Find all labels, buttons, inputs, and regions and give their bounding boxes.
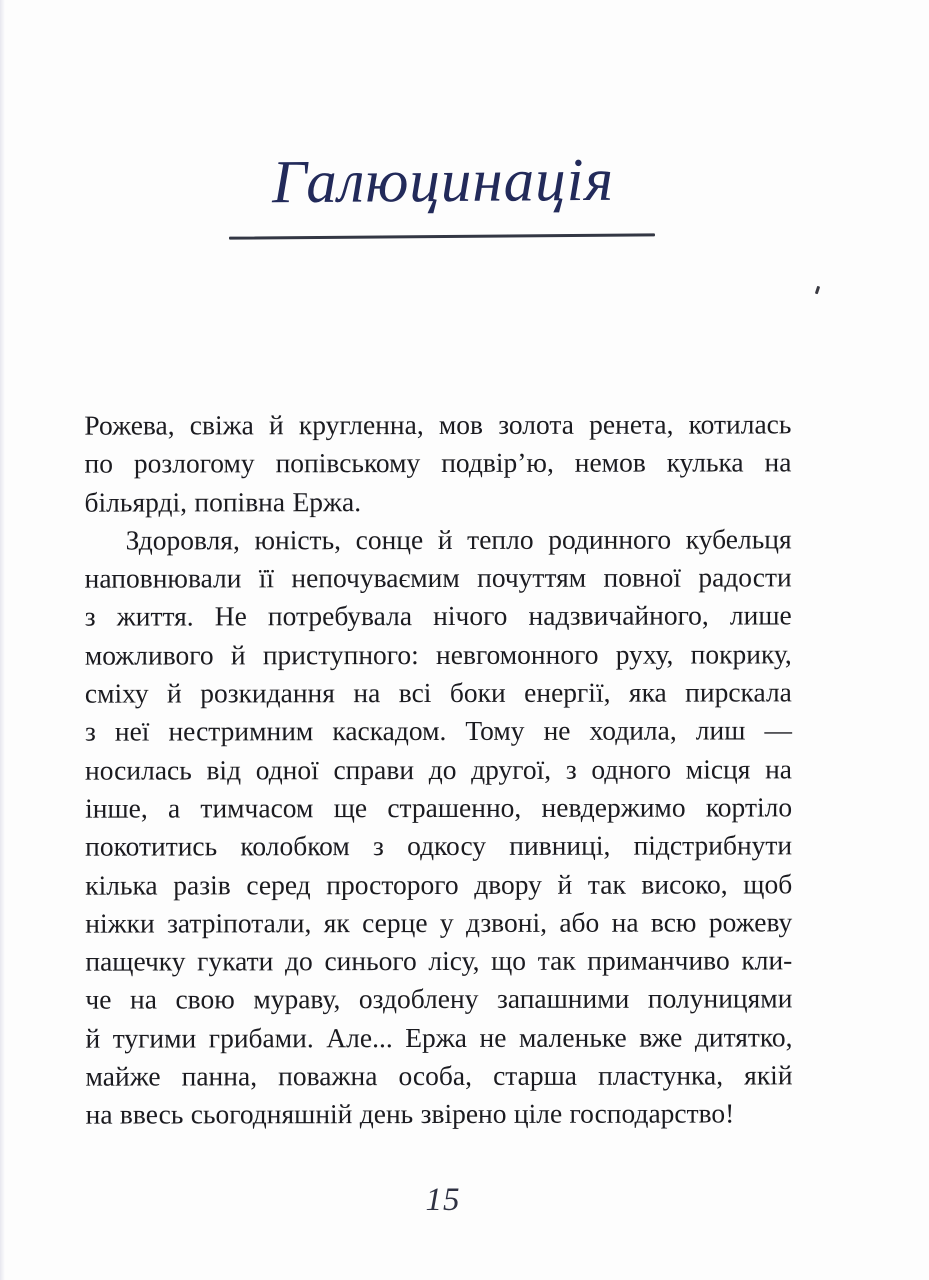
text-line: сміху й розкидання на всі боки енергії, яка пирскала: [84, 676, 792, 709]
text-line: пащечку гукати до синього лісу, що так приманчиво кли-: [85, 944, 793, 977]
text-line: можливого й приступного: невгомонного руху, покрику,: [84, 638, 792, 671]
text-line: кілька разів серед просторого двору й так високо, щоб: [85, 867, 793, 901]
chapter-title: Галюцинація: [271, 146, 615, 217]
chapter-heading: [228, 148, 658, 215]
text-line: Рожева, свіжа й кругленна, мов золота ренета, котилась: [84, 408, 792, 441]
text-line: більярді, попівна Ержа.: [84, 485, 362, 518]
text-line: носилась від одної справи до другої, з одного місця на: [84, 753, 793, 786]
title-underline-rule: [229, 233, 655, 239]
text-line: покотитись колобком з одкосу пивниці, підстрибнути: [85, 829, 793, 862]
text-line: че на свою мураву, оздоблену запашними полуницями: [85, 982, 793, 1016]
scan-speck-artifact: [815, 286, 820, 294]
page-number: 15: [425, 1182, 461, 1218]
text-line: майже панна, поважна особа, старша пластунка, якій: [85, 1059, 793, 1092]
text-line: інше, а тимчасом ще страшенно, невдержимо кортіло: [85, 791, 793, 824]
scan-edge-shadow: [0, 0, 5, 1280]
page-footer: [228, 1182, 658, 1219]
text-line: ніжки затріпотали, як серце у дзвоні, або на всю рожеву: [85, 906, 793, 939]
text-line: з неї нестримним каскадом. Тому не ходила, лиш —: [84, 714, 792, 747]
text-line: Здоровля, юність, сонце й тепло родинного кубельця: [125, 523, 792, 556]
text-line: наповнювали її непочуваємим почуттям повної радости: [84, 561, 792, 594]
text-line: на ввесь сьогодняшній день звірено ціле господарство!: [85, 1097, 735, 1130]
text-line: по розлогому попівському подвір’ю, немов кулька на: [84, 446, 792, 479]
body-paragraphs: [84, 405, 792, 1134]
text-line: й тугими грибами. Але... Ержа не маленьке вже дитятко,: [85, 1021, 793, 1054]
text-line: з життя. Не потребувала нічого надзвичайного, лише: [84, 599, 792, 633]
